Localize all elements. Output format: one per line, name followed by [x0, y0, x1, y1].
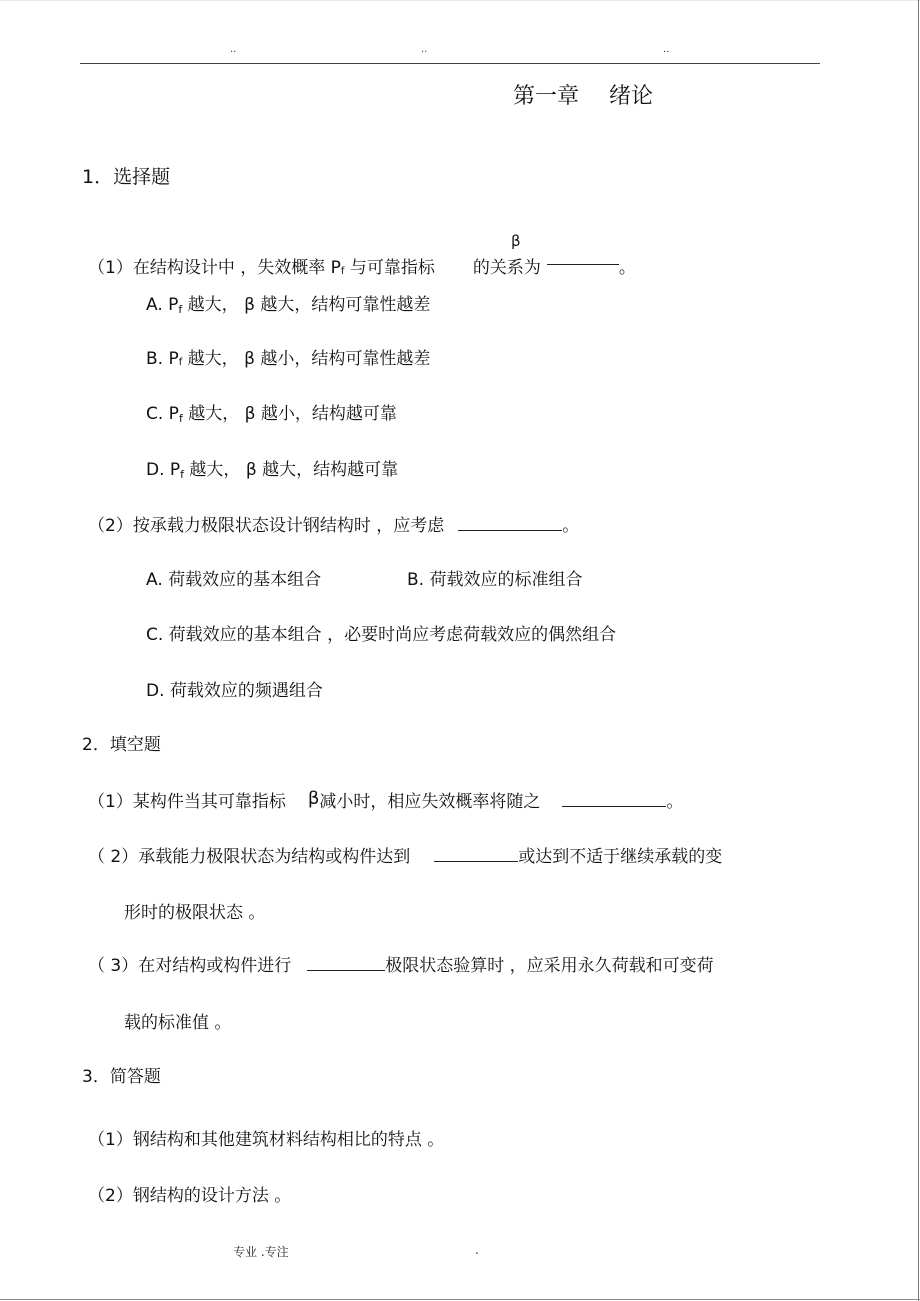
choice-option-a: A. 荷载效应的基本组合 — [146, 570, 322, 590]
header-rule — [80, 63, 820, 64]
choice-option-a — [146, 290, 430, 316]
option-prefix: B. P — [146, 349, 179, 369]
answer-blank — [307, 958, 385, 971]
chapter-title-name: 绪论 — [609, 84, 654, 109]
header-dots-center: .. — [421, 44, 428, 55]
question-end: 。 — [562, 516, 580, 536]
question-text: 某构件当其可靠指标 — [132, 792, 286, 812]
question-text: 在结构设计中 ，失效概率 P — [132, 258, 341, 278]
choice-question-2 — [88, 511, 579, 536]
footer-left-text: 专业 .专注 — [233, 1245, 289, 1259]
answer-blank — [458, 518, 562, 531]
fill-question-1 — [88, 787, 683, 812]
question-end: 。 — [618, 258, 636, 278]
subscript-f: f — [178, 412, 183, 425]
option-text: 越大， β 越小，结构可靠性越差 — [182, 349, 431, 369]
fill-question-2 — [88, 842, 722, 867]
beta-symbol: β — [307, 788, 320, 809]
question-number: （ 3） — [88, 956, 139, 976]
question-number: （1） — [88, 792, 133, 812]
footer-right-dot: . — [475, 1243, 479, 1257]
answer-blank — [547, 254, 619, 265]
question-text: 按承载力极限状态设计钢结构时 ，应考虑 — [132, 516, 445, 536]
option-prefix: D. P — [146, 460, 181, 480]
subscript-f: f — [340, 266, 345, 277]
choice-option-c — [146, 399, 397, 425]
question-text: 在对结构或构件进行 — [138, 956, 292, 976]
fill-question-3-continued: 载的标准值 。 — [124, 1013, 232, 1033]
question-text: 极限状态验算时 ，应采用永久荷载和可变荷 — [385, 956, 714, 976]
subscript-f: f — [178, 303, 183, 316]
option-prefix: A. P — [146, 295, 179, 315]
answer-blank — [562, 794, 666, 807]
option-text: 越大， β 越小，结构越可靠 — [182, 404, 397, 424]
option-text: 越大， β 越大，结构可靠性越差 — [182, 295, 431, 315]
short-answer-question-2: （2）钢结构的设计方法 。 — [88, 1186, 292, 1206]
question-number: （ 2） — [88, 847, 139, 867]
question-text: 或达到不适于继续承载的变 — [518, 847, 723, 867]
question-end: 。 — [666, 792, 684, 812]
question-text: 与可靠指标 — [344, 258, 435, 278]
question-text: 的关系为 — [472, 258, 541, 278]
section-heading-short-answer: 3．简答题 — [82, 1067, 161, 1087]
question-text: 承载能力极限状态为结构或构件达到 — [138, 847, 411, 867]
question-number: （1） — [88, 258, 133, 278]
question-number: （2） — [88, 516, 133, 536]
choice-option-d — [146, 455, 398, 481]
page-bottom-border — [0, 1299, 920, 1300]
choice-question-1 — [88, 253, 636, 278]
fill-question-3 — [88, 951, 714, 976]
chapter-title-number: 第一章 — [513, 84, 580, 109]
chapter-title — [513, 79, 653, 110]
header-dots-right: .. — [663, 44, 670, 55]
beta-symbol-raised: β — [511, 232, 521, 250]
choice-option-c: C. 荷载效应的基本组合 ，必要时尚应考虑荷载效应的偶然组合 — [146, 625, 617, 645]
page-right-border — [918, 0, 919, 1301]
choice-option-d: D. 荷载效应的频遇组合 — [146, 681, 323, 701]
header-dots-left: .. — [230, 44, 237, 55]
choice-option-b: B. 荷载效应的标准组合 — [407, 570, 583, 590]
fill-question-2-continued: 形时的极限状态 。 — [124, 903, 266, 923]
option-text: 越大， β 越大，结构越可靠 — [184, 460, 399, 480]
subscript-f: f — [180, 468, 185, 481]
choice-option-b — [146, 344, 430, 369]
section-heading-fill: 2．填空题 — [82, 735, 161, 755]
short-answer-question-1: （1）钢结构和其他建筑材料结构相比的特点 。 — [88, 1130, 445, 1150]
answer-blank — [434, 849, 518, 862]
section-heading-choice: 1．选择题 — [82, 166, 171, 188]
page-top-border — [0, 0, 920, 1]
option-prefix: C. P — [146, 404, 179, 424]
subscript-f: f — [178, 357, 183, 368]
question-text: 减小时，相应失效概率将随之 — [319, 792, 541, 812]
